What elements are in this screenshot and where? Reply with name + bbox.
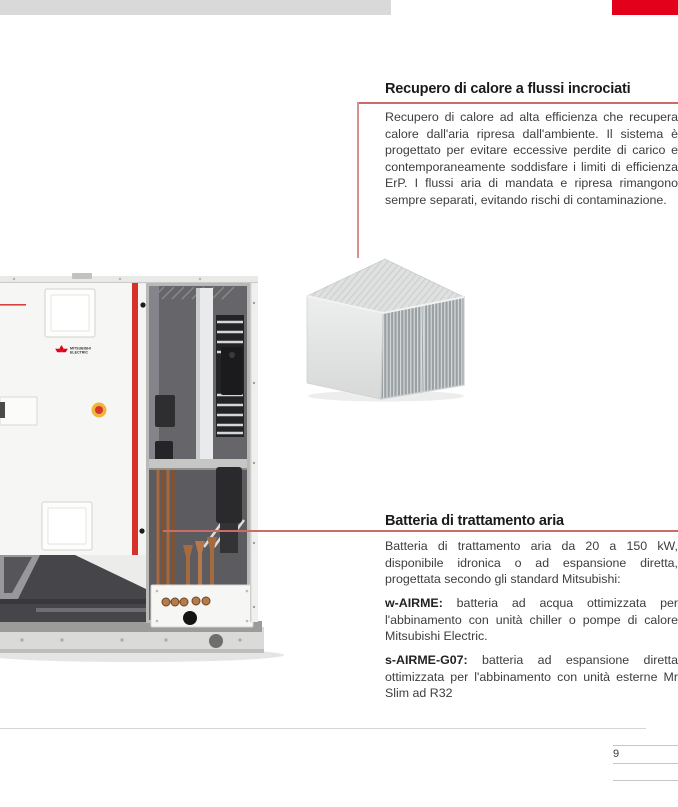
section-batteria-title: Batteria di trattamento aria xyxy=(385,513,564,529)
svg-text:MITSUBISHI: MITSUBISHI xyxy=(70,346,91,351)
section-recupero-body: Recupero di calore ad alta efficienza che recupera calore dall'aria ripresa dall'ambiente. Il sistema è progettato per evitare eccessive perdite di carico e contemporaneamente soddisfare i limiti di efficienza ErP. I flussi aria di mandata e ripresa rimangono sempre separati, evitando rischi di contaminazione. xyxy=(385,110,678,207)
access-panel-upper xyxy=(45,289,95,337)
paragraph-s-airme xyxy=(385,652,678,702)
leader-line-cube xyxy=(357,102,359,258)
page-number: 9 xyxy=(613,748,620,760)
s-airme-label: s-AIRME-G07: xyxy=(385,653,468,667)
leader-line-batteria xyxy=(163,530,678,532)
w-airme-label: w-AIRME: xyxy=(385,596,443,610)
hopper-section xyxy=(0,555,146,622)
door-lock-lower xyxy=(139,528,144,533)
s-airme-text: batteria ad espansione diretta ottimizzata per l'abbinamento con unità esterne Mr Slim ad R32 xyxy=(385,653,678,701)
crossflow-heat-exchanger-photo xyxy=(298,243,468,403)
footer-divider xyxy=(0,728,646,729)
section-batteria xyxy=(385,513,678,529)
base-caster xyxy=(209,634,223,648)
door-lock-upper xyxy=(140,302,145,307)
connection-panel xyxy=(151,585,253,627)
section-recupero-underline xyxy=(357,102,678,104)
red-accent-stripe xyxy=(132,283,138,555)
page-number-rule-bottom xyxy=(613,763,678,764)
access-panel-lower xyxy=(42,502,92,550)
coil-fins xyxy=(216,315,244,437)
top-gray-accent-bar xyxy=(0,0,391,15)
emergency-stop-knob xyxy=(92,403,107,418)
top-handle xyxy=(72,273,92,279)
air-handling-unit-photo xyxy=(0,255,340,665)
top-red-accent-bar xyxy=(612,0,678,15)
section-recupero xyxy=(385,81,678,97)
page-number-rule-top xyxy=(613,745,678,746)
section-recupero-title: Recupero di calore a flussi incrociati xyxy=(385,81,631,97)
paragraph-w-airme xyxy=(385,595,678,645)
svg-text:ELECTRIC: ELECTRIC xyxy=(70,350,88,355)
open-compartment xyxy=(146,283,250,623)
w-airme-text: batteria ad acqua ottimizzata per l'abbinamento con unità chiller o pompe di calore Mitsubishi Electric. xyxy=(385,596,678,644)
side-junction-box xyxy=(0,397,37,425)
footer-rule-extra xyxy=(613,780,678,781)
section-batteria-intro: Batteria di trattamento aria da 20 a 150 kW, disponibile idronica o ad espansione diretta, progettata secondo gli standard Mitsubishi: xyxy=(385,539,678,587)
